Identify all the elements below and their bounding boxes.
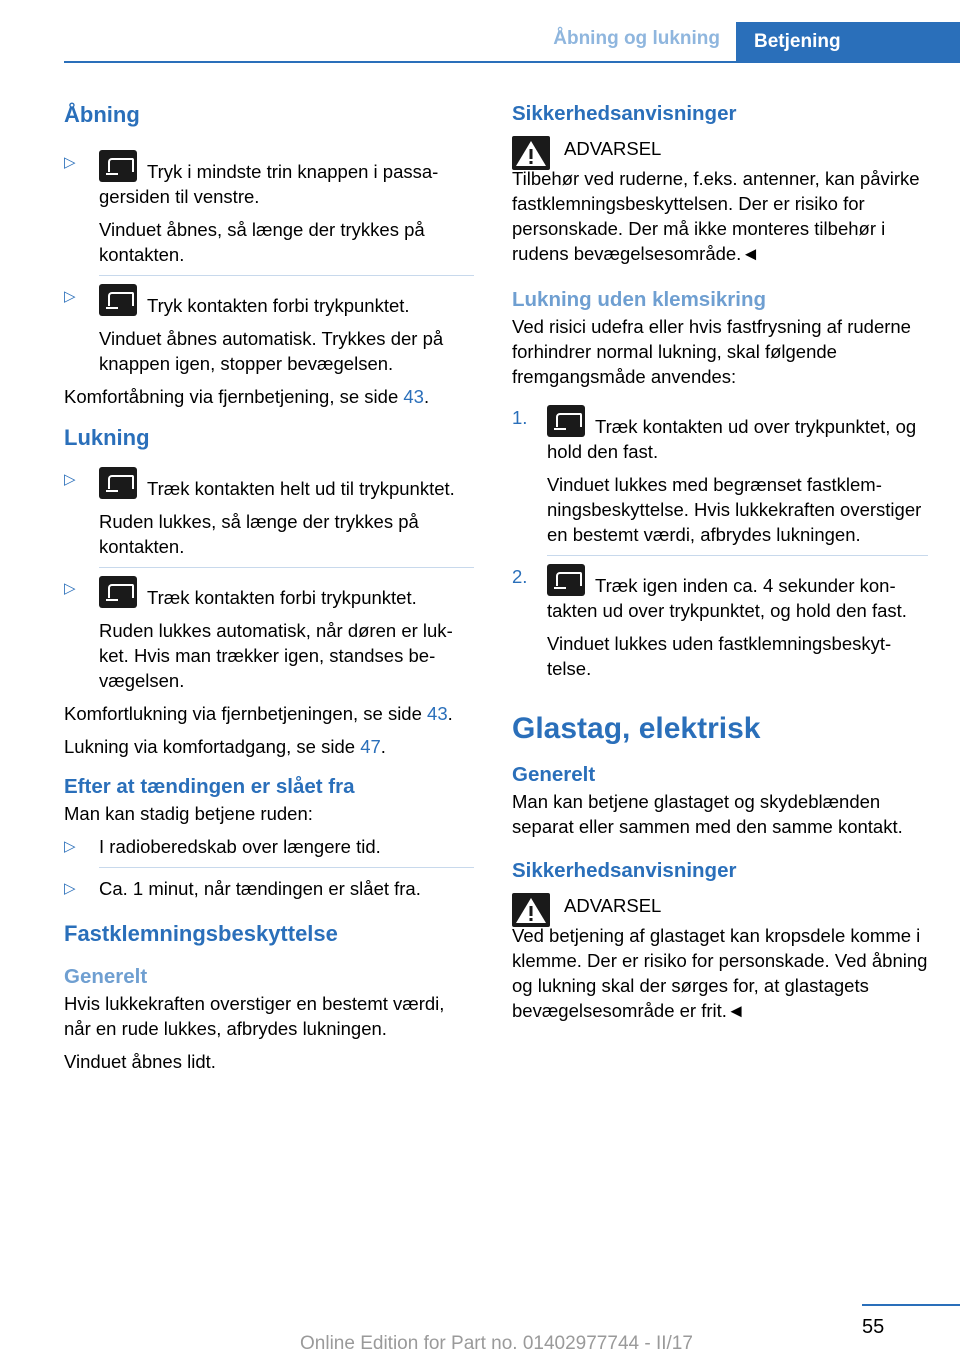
window-switch-icon (99, 467, 137, 499)
header-rule (64, 61, 960, 63)
step-text: Træk kontakten ud over trykpunktet, og hold den fast. (547, 416, 917, 462)
list-item (64, 284, 474, 376)
divider (99, 275, 474, 276)
warning-box (512, 893, 928, 927)
header-section: Åbning og lukning (553, 28, 720, 49)
header-chapter-tab[interactable] (736, 22, 960, 62)
window-switch-icon (99, 284, 137, 316)
safety-title: Sikkerhedsanvisninger (512, 102, 737, 125)
list-item (64, 876, 474, 901)
step-item (512, 564, 928, 681)
close-title: Lukning (64, 425, 150, 450)
pinch-text: Hvis lukkekraften overstiger en bestemt værdi, når en rude lukkes, afbrydes lukningen. (64, 993, 445, 1039)
list-item (64, 834, 474, 859)
triangle-bullet-icon: ▷ (64, 288, 76, 305)
safety2-title: Sikkerhedsanvisninger (512, 859, 737, 882)
warning-triangle-icon (512, 136, 550, 170)
page-link[interactable]: 43 (403, 386, 424, 407)
close-access-text: Lukning via komfortadgang, se side 47. (64, 736, 386, 757)
list-item (64, 467, 474, 559)
sunroof-title: Glastag, elektrisk (512, 712, 761, 745)
no-pinch-text: Ved risici udefra eller hvis fastfrysning af ruderne forhindrer normal lukning, skal følgende fremgangsmåde anvendes: (512, 316, 911, 387)
ignition-title: Efter at tændingen er slået fra (64, 775, 355, 798)
step-item (512, 405, 928, 547)
page-link[interactable]: 47 (360, 736, 381, 757)
step-subtext: Vinduet lukkes med begrænset fastklemningsbeskyttelse. Hvis lukkekraften overstiger en bestemt værdi, afbrydes lukningen. (547, 474, 922, 545)
item-text: Træk kontakten helt ud til trykpunktet. (147, 478, 455, 499)
triangle-bullet-icon: ▷ (64, 154, 76, 171)
edition-note: Online Edition for Part no. 01402977744 - II/17 (300, 1333, 693, 1354)
sunroof-general-title: Generelt (512, 763, 596, 786)
window-switch-icon (547, 564, 585, 596)
item-subtext: Vinduet åbnes automatisk. Trykkes der på knappen igen, stopper bevægelsen. (99, 328, 444, 374)
step-subtext: Vinduet lukkes uden fastklemningsbeskyttelse. (547, 633, 892, 679)
sunroof-general-text: Man kan betjene glastaget og skydeblænden separat eller sammen med den samme kontakt. (512, 791, 903, 837)
window-switch-icon (99, 576, 137, 608)
triangle-bullet-icon: ▷ (64, 838, 76, 855)
right-column (512, 100, 928, 1031)
ignition-intro: Man kan stadig betjene ruden: (64, 803, 313, 824)
warning-label: ADVARSEL (564, 895, 662, 916)
page-number: 55 (862, 1316, 885, 1338)
pinch-text2: Vinduet åbnes lidt. (64, 1051, 216, 1072)
item-subtext: Ruden lukkes, så længe der trykkes på kontakten. (99, 511, 419, 557)
window-switch-icon (547, 405, 585, 437)
triangle-bullet-icon: ▷ (64, 580, 76, 597)
page-link[interactable]: 43 (427, 703, 448, 724)
warning-label: ADVARSEL (564, 138, 662, 159)
item-subtext: Vinduet åbnes, så længe der trykkes på kontakten. (99, 219, 425, 265)
step-text: Træk igen inden ca. 4 sekunder kontakten ud over trykpunktet, og hold den fast. (547, 575, 907, 621)
footer-rule (862, 1304, 960, 1306)
list-item (64, 150, 474, 267)
warning-box (512, 136, 928, 170)
open-title: Åbning (64, 102, 140, 127)
item-text: Træk kontakten forbi trykpunktet. (147, 587, 417, 608)
header-chapter-label: Betjening (754, 31, 841, 52)
triangle-bullet-icon: ▷ (64, 880, 76, 897)
pinch-title: Fastklemningsbeskyttelse (64, 921, 338, 946)
triangle-bullet-icon: ▷ (64, 471, 76, 488)
warning-text: Tilbehør ved ruderne, f.eks. antenner, kan påvirke fastklemningsbeskyttelsen. Der er risiko for personskade. Der må ikke monteres tilbehør i rudens bevægelsesområde.◄ (512, 168, 920, 264)
divider (547, 555, 928, 556)
item-text: I radioberedskab over længere tid. (99, 836, 381, 857)
pinch-general-title: Generelt (64, 965, 148, 988)
left-column (64, 100, 474, 1082)
item-text: Ca. 1 minut, når tændingen er slået fra. (99, 878, 421, 899)
divider (99, 567, 474, 568)
step-number: 1. (512, 407, 528, 428)
close-remote-text: Komfortlukning via fjernbetjeningen, se side 43. (64, 703, 453, 724)
no-pinch-title: Lukning uden klemsikring (512, 288, 767, 311)
item-subtext: Ruden lukkes automatisk, når døren er lukket. Hvis man trækker igen, standses bevægelsen. (99, 620, 453, 691)
divider (99, 867, 474, 868)
warning-text: Ved betjening af glastaget kan kropsdele komme i klemme. Der er risiko for personskade. Ved åbning og lukning skal der sørges for, at glastagets bevægelsesområde er frit.◄ (512, 925, 928, 1021)
list-item (64, 576, 474, 693)
step-number: 2. (512, 566, 528, 587)
window-switch-icon (99, 150, 137, 182)
warning-triangle-icon (512, 893, 550, 927)
item-text: Tryk kontakten forbi trykpunktet. (147, 295, 410, 316)
item-text: Tryk i mindste trin knappen i passagersiden til venstre. (99, 161, 439, 207)
open-remote-text: Komfortåbning via fjernbetjening, se side 43. (64, 386, 430, 407)
